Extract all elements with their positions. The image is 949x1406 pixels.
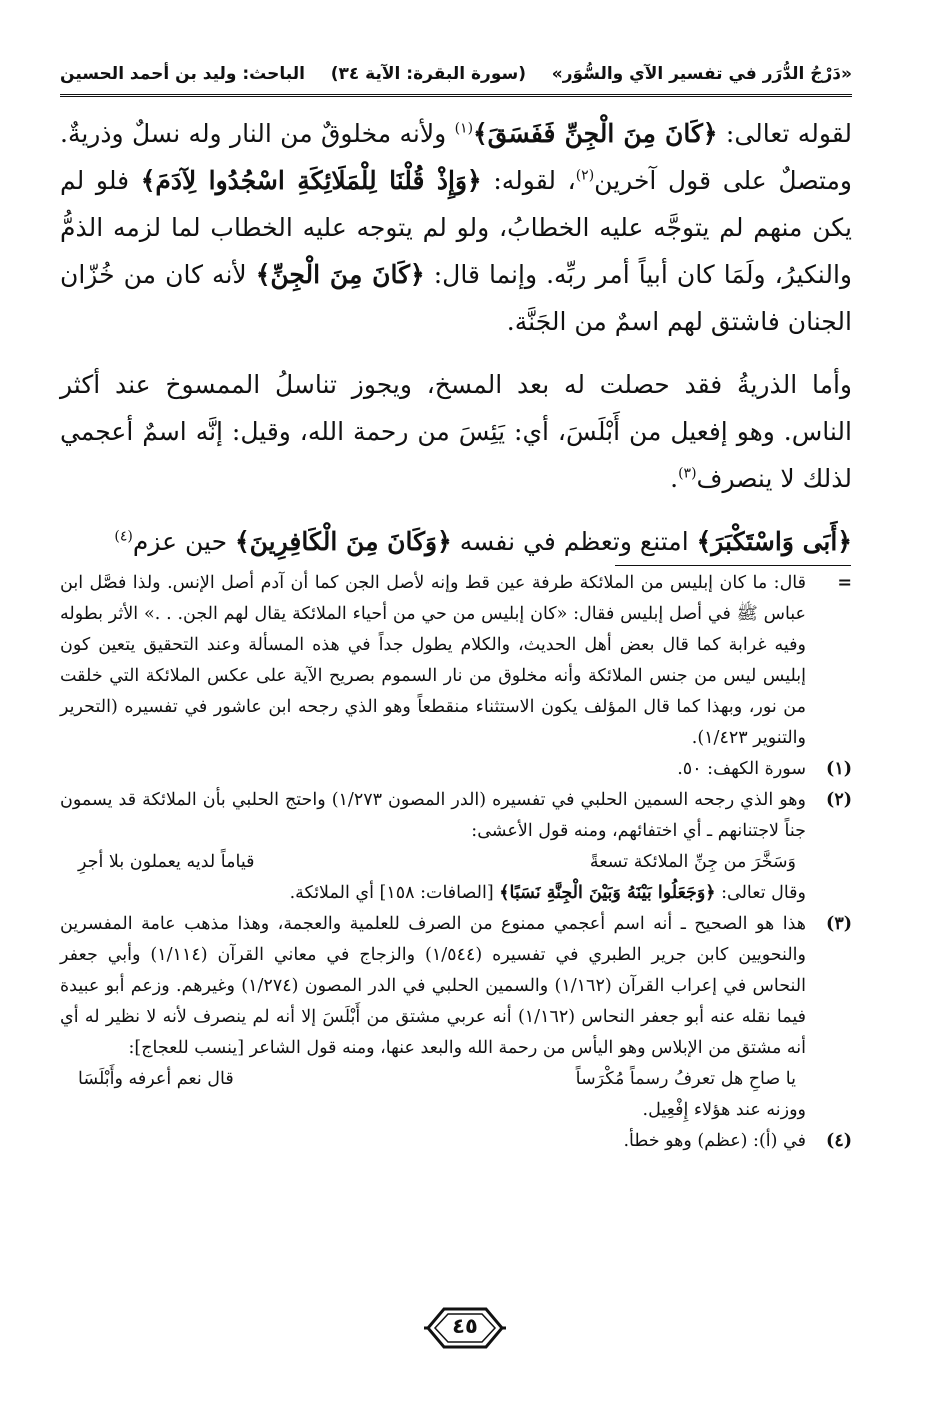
quran-quote: ﴿وَإِذْ قُلْنَا لِلْمَلَائِكَةِ اسْجُدُوا لِآدَمَ﴾ bbox=[140, 166, 482, 195]
text-run: حين عزم bbox=[132, 527, 235, 556]
footnote-divider bbox=[615, 565, 851, 566]
text-run: امتنع وتعظم في نفسه bbox=[451, 527, 697, 556]
verse-first-half: وَسَخَّرَ من جِنِّ الملائكة تسعةً bbox=[589, 852, 796, 872]
quran-quote: ﴿كَانَ مِنَ الْجِنِّ فَفَسَقَ﴾ bbox=[473, 119, 718, 148]
footnote-ref: (٤) bbox=[114, 528, 133, 545]
text-run: فلو لم يكن منهم لم يتوجَّه عليه الخطابُ، ولو لم يتوجه عليه الخطاب لما لزمه الذمُّ والنكيرُ، ولَمَا كان أبياً أمر ربِّه. وإنما قال: bbox=[60, 166, 852, 289]
text-run: لقوله تعالى: bbox=[717, 119, 853, 148]
footnote-text: قال: ما كان إبليس من الملائكة طرفة عين قط وإنه لأصل الجن كما أن آدم أصل الإنس. ولذا فصَّل ابن عباس ﷺ في أصل إبليس فقال: «كان إبليس من حي من أحياء الملائكة يقال لهم الجن. . .» الأثر بطوله وفيه غرابة كما قال بعض أهل الحديث، والكلام يطول جداً في هذه المسألة وعند التحقيق يتعين كون إبليس ليس من جنس الملائكة وأنه مخلوق من نار السموم بصريح الآية على عكس الملائكة التي خلقت من نور، وبهذا كما قال المؤلف يكون الاستثناء منقطعاً وهو الذي رجحه ابن عاشور في تفسيره (التحرير والتنوير ١/٤٢٣). bbox=[60, 573, 806, 748]
footnote-text bbox=[60, 878, 806, 909]
footnotes bbox=[60, 568, 852, 1157]
footnote-text: ووزنه عند هؤلاء إِفْعِيل. bbox=[642, 1100, 806, 1120]
footnote-ref: (٣) bbox=[678, 465, 697, 482]
footnote-text: هذا هو الصحيح ـ أنه اسم أعجمي ممنوع من الصرف للعلمية والعجمة، وهذا مذهب عامة المفسرين والنحويين كابن جرير الطبري في تفسيره (١/٥٤٤) والزجاج في معاني القرآن (١/١١٤) وأبي جعفر النحاس في إعراب القرآن (١/١٦٢) والسمين الحلبي في الدر المصون (١/٢٧٤) وغيرهم. وزعم أبو عبيدة فيما نقله عنه أبو جعفر النحاس (١/١٦٢) أنه عربي مشتق من أَبْلَسَ إلا أنه لم ينصرف لأنه لا نظير له أي أنه مشتق من الإبلاس وهو اليأس من رحمة الله والبعد عنها، ومنه قول الشاعر [ينسب للعجاج]: bbox=[60, 914, 807, 1058]
book-title: «دَرْجُ الدُّرَر في تفسير الآي والسُّوَر» bbox=[551, 64, 852, 84]
footnote-4 bbox=[60, 1126, 852, 1157]
main-text bbox=[60, 110, 852, 565]
running-header bbox=[60, 56, 852, 92]
footnote-number: (٣) bbox=[826, 914, 852, 934]
verse-first-half: يا صاحِ هل تعرفُ رسماً مُكْرَساً bbox=[575, 1069, 796, 1089]
verse-second-half: قياماً لديه يعملون بلا أجرِ bbox=[78, 852, 255, 872]
page-number-ornament bbox=[424, 1305, 506, 1351]
footnote-body bbox=[60, 909, 806, 1126]
footnote-ref: (١) bbox=[454, 120, 474, 137]
footnote-continuation bbox=[60, 568, 852, 754]
paragraph-1 bbox=[60, 110, 852, 345]
text-run: وأما الذريةُ فقد حصلت له بعد المسخ، ويجوز تناسلُ الممسوخ عند أكثر الناس. وهو إفعيل من أَبْلَسَ، أي: يَئِسَ من رحمة الله، وقيل: إنَّه اسمٌ أعجمي لذلك لا ينصرف bbox=[60, 370, 852, 493]
continuation-marker: = bbox=[837, 573, 852, 593]
text-run: [الصافات: ١٥٨] أي الملائكة. bbox=[289, 883, 500, 903]
poetry-verse bbox=[60, 847, 806, 878]
poetry-verse bbox=[60, 1064, 806, 1095]
surah-reference: (سورة البقرة: الآية ٣٤) bbox=[330, 64, 526, 84]
page-number: ٤٥ bbox=[452, 1314, 478, 1338]
footnote-ref: (٢) bbox=[575, 167, 595, 184]
paragraph-3 bbox=[60, 518, 852, 565]
footnote-text: سورة الكهف: ٥٠. bbox=[677, 759, 806, 779]
verse-second-half: قال نعم أعرفه وأَبْلَسَا bbox=[78, 1069, 234, 1089]
quran-quote: ﴿أَبَى وَاسْتَكْبَرَ﴾ bbox=[696, 527, 852, 556]
quran-quote: ﴿كَانَ مِنَ الْجِنِّ﴾ bbox=[255, 260, 425, 289]
researcher-name: الباحث: وليد بن أحمد الحسين bbox=[60, 64, 305, 84]
footnote-number: (٤) bbox=[826, 1131, 852, 1151]
text-run: وقال تعالى: bbox=[715, 883, 806, 903]
footnote-text: وهو الذي رجحه السمين الحلبي في تفسيره (الدر المصون ١/٢٧٣) واحتج الحلبي بأن الملائكة قد يسمون جناً لاجتنانهم ـ أي اختفائهم، ومنه قول الأعشى: bbox=[60, 790, 806, 841]
text-run: لأنه كان من خُزّان الجنان فاشتق لهم اسمٌ من الجَنَّة. bbox=[60, 260, 852, 336]
footnote-number: (١) bbox=[826, 759, 852, 779]
quran-quote: ﴿وَكَانَ مِنَ الْكَافِرِينَ﴾ bbox=[234, 527, 452, 556]
quran-quote: ﴿وَجَعَلُوا بَيْنَهُ وَبَيْنَ الْجِنَّةِ نَسَبًا﴾ bbox=[499, 883, 716, 903]
paragraph-2 bbox=[60, 361, 852, 502]
footnote-3 bbox=[60, 909, 852, 1126]
footnote-text: في (أ): (عظم) وهو خطأ. bbox=[623, 1131, 806, 1151]
text-run: . bbox=[670, 464, 679, 493]
text-run: ولأنه مخلوقٌ من النار وله نسلٌ وذريةٌ. ومتصلٌ على قول آخرين bbox=[60, 119, 853, 195]
header-divider bbox=[60, 94, 852, 97]
footnote-body bbox=[60, 785, 806, 909]
footnote-1 bbox=[60, 754, 852, 785]
text-run: ، لقوله: bbox=[481, 166, 576, 195]
footnote-number: (٢) bbox=[826, 790, 852, 810]
footnote-2 bbox=[60, 785, 852, 909]
